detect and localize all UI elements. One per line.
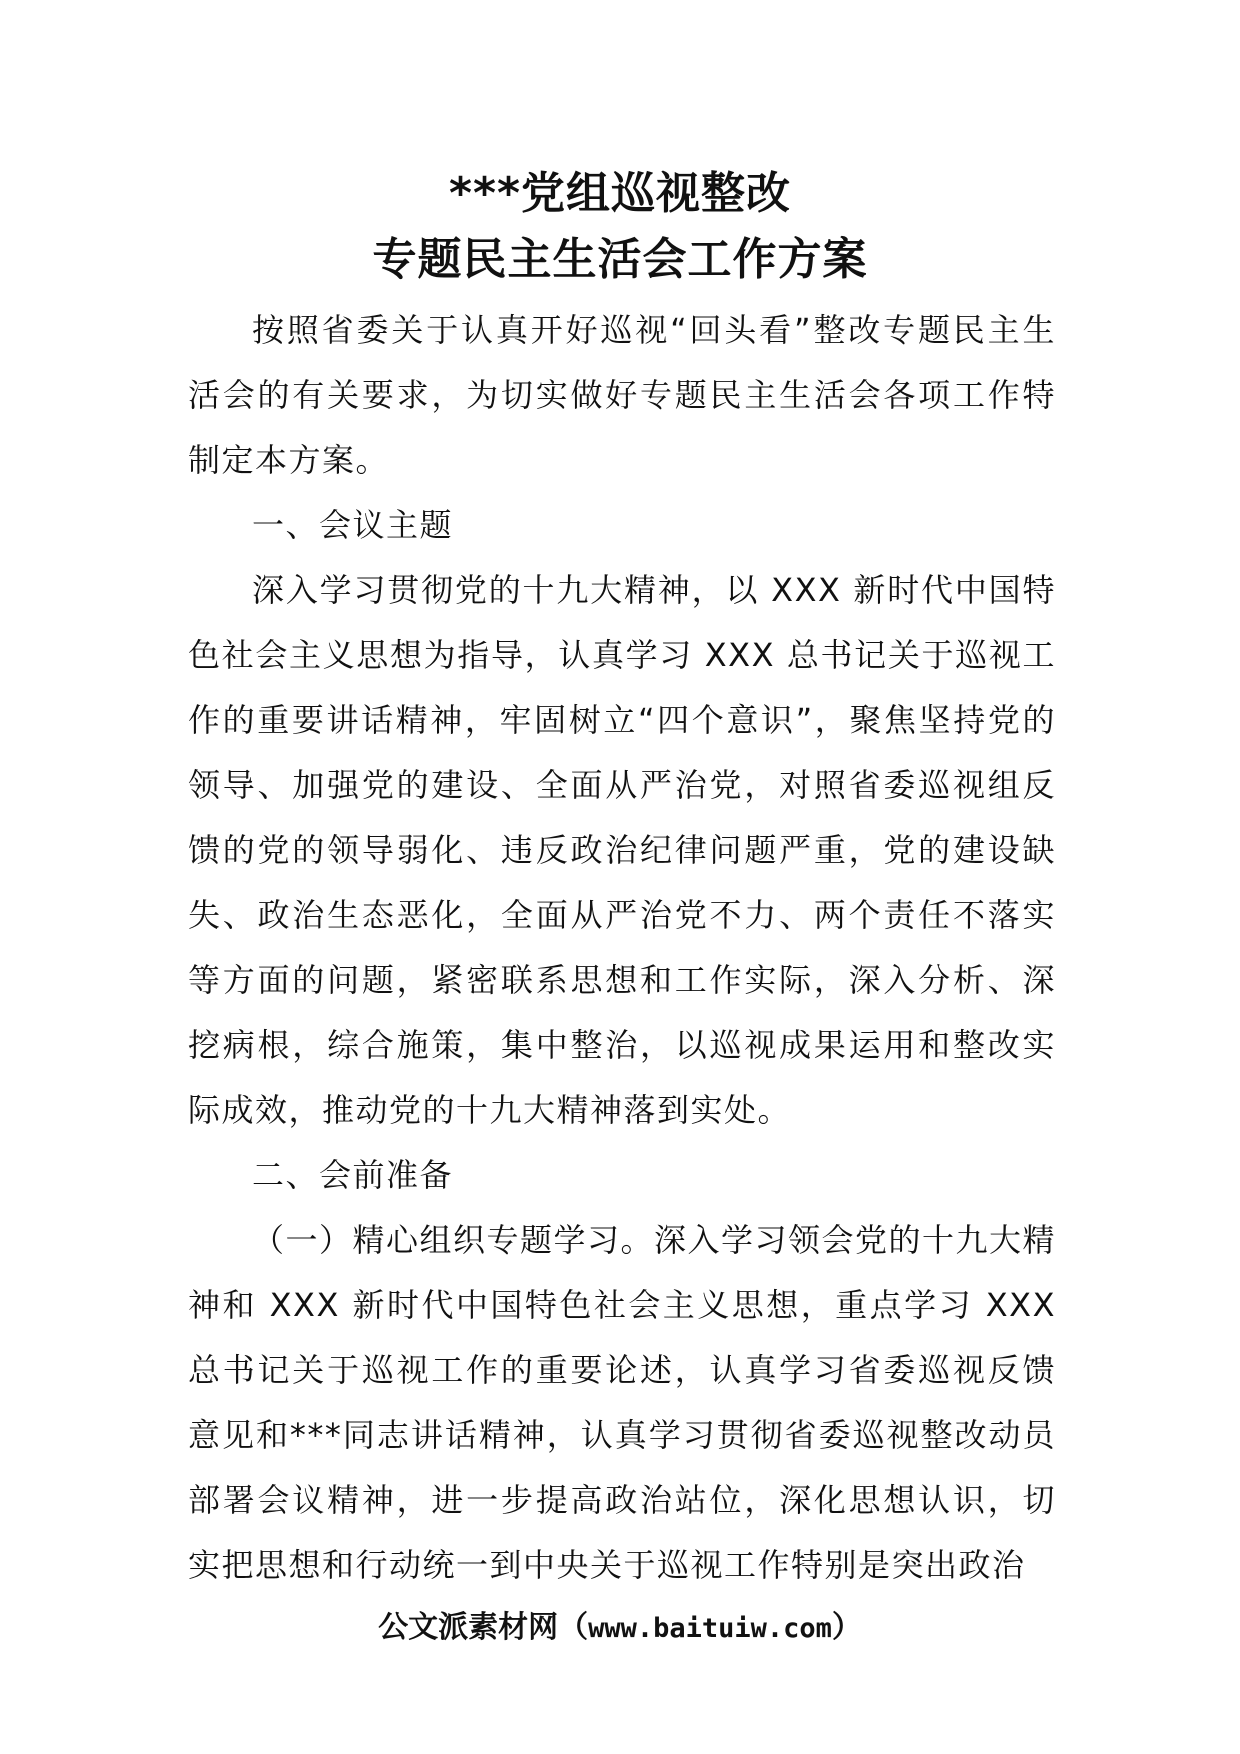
document-title-line-1: ***党组巡视整改 (448, 168, 792, 219)
intro-paragraph: 按照省委关于认真开好巡视“回头看”整改专题民主生活会的有关要求，为切实做好专题民主生活会各项工作特制定本方案。 (188, 311, 1056, 479)
footer-closing-paren: ） (831, 1610, 862, 1645)
section-heading-pre-meeting-preparation: 二、会前准备 (252, 1156, 454, 1194)
section-heading-meeting-theme: 一、会议主题 (252, 506, 454, 544)
study-paragraph: （一）精心组织专题学习。深入学习领会党的十九大精神和 XXX 新时代中国特色社会主义思想，重点学习 XXX 总书记关于巡视工作的重要论述，认真学习省委巡视反馈意见和***同志讲话精神，认真学习贯彻省委巡视整改动员部署会议精神，进一步提高政治站位，深化思想认识，切实把思想和行动统一到中央关于巡视工作特别是突出政治 (188, 1221, 1057, 1584)
footer-site-url: www.baituiw.com (588, 1613, 832, 1644)
document-title-line-2: 专题民主生活会工作方案 (372, 234, 868, 285)
theme-paragraph: 深入学习贯彻党的十九大精神，以 XXX 新时代中国特色社会主义思想为指导，认真学习 XXX 总书记关于巡视工作的重要讲话精神，牢固树立“四个意识”，聚焦坚持党的领导、加强党的建设、全面从严治党，对照省委巡视组反馈的党的领导弱化、违反政治纪律问题严重，党的建设缺失、政治生态恶化，全面从严治党不力、两个责任不落实等方面的问题，紧密联系思想和工作实际，深入分析、深挖病根，综合施策，集中整治，以巡视成果运用和整改实际成效，推动党的十九大精神落到实处。 (188, 571, 1056, 1129)
footer-watermark (0, 1606, 1240, 1651)
footer-site-name: 公文派素材网（ (378, 1610, 589, 1645)
document-body (188, 298, 1056, 1598)
